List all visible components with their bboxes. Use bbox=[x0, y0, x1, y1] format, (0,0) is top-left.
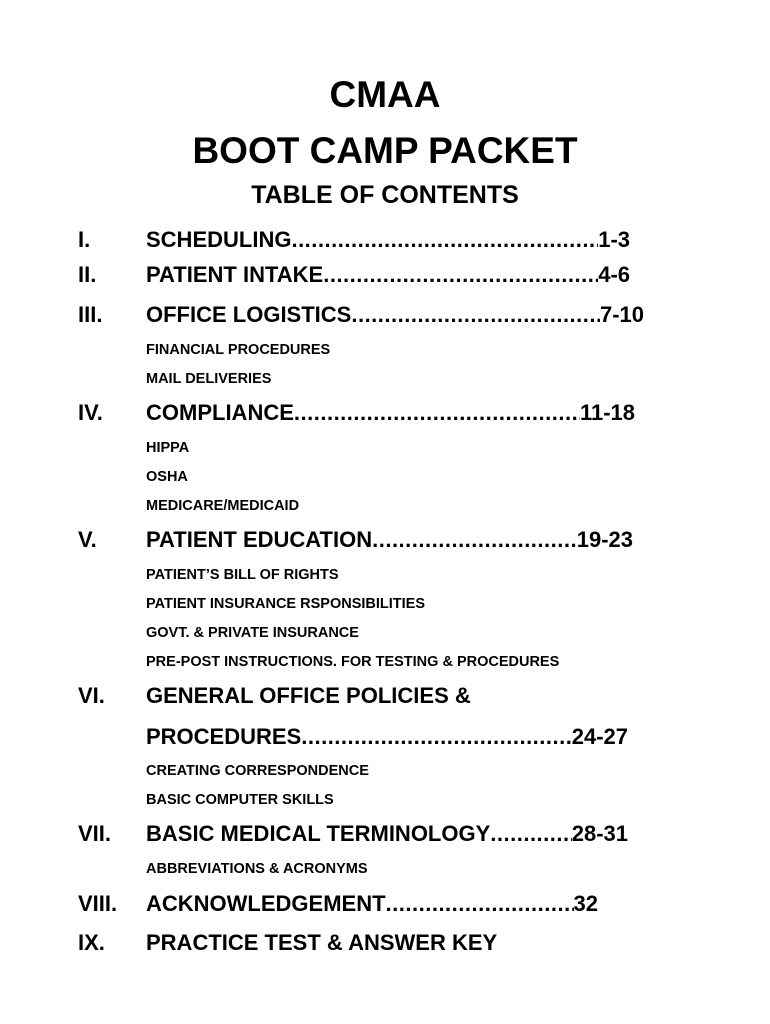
toc-entry-number: VII. bbox=[78, 821, 112, 846]
toc-subitem: FINANCIAL PROCEDURES bbox=[146, 342, 331, 358]
toc-entry bbox=[146, 400, 635, 426]
toc-entry-title: PATIENT INTAKE bbox=[146, 262, 324, 287]
toc-entry-number: IX. bbox=[78, 930, 105, 955]
toc-entry-number: VIII. bbox=[78, 891, 118, 916]
toc-subitem: PRE-POST INSTRUCTIONS. FOR TESTING & PROCEDURES bbox=[146, 654, 560, 670]
toc-entry-title: PRACTICE TEST & ANSWER KEY bbox=[146, 930, 498, 955]
toc-subitem: PATIENT’S BILL OF RIGHTS bbox=[146, 567, 339, 583]
toc-entry-title: COMPLIANCE bbox=[146, 400, 294, 425]
toc-entry bbox=[146, 262, 630, 288]
toc-entry bbox=[146, 527, 633, 553]
toc-entry-title: ACKNOWLEDGEMENT bbox=[146, 891, 386, 916]
toc-subitem: ABBREVIATIONS & ACRONYMS bbox=[146, 861, 368, 877]
toc-entry-pages: 32 bbox=[573, 891, 598, 916]
toc-entry-title-line: GENERAL OFFICE POLICIES & bbox=[146, 683, 471, 708]
toc-entry-pages: 11-18 bbox=[579, 400, 635, 425]
toc-leader-dots bbox=[294, 400, 580, 426]
toc-entry bbox=[146, 821, 628, 847]
toc-entry-pages: 7-10 bbox=[599, 302, 644, 327]
toc-entry-title: SCHEDULING bbox=[146, 227, 292, 252]
toc-leader-dots bbox=[386, 891, 574, 917]
toc-subitem: HIPPA bbox=[146, 440, 190, 456]
toc-entry-title: OFFICE LOGISTICS bbox=[146, 302, 352, 327]
toc-entry-title: PATIENT EDUCATION bbox=[146, 527, 373, 552]
toc-entry-pages: 19-23 bbox=[576, 527, 633, 552]
toc-subitem: PATIENT INSURANCE RSPONSIBILITIES bbox=[146, 596, 426, 612]
document-subtitle: BOOT CAMP PACKET bbox=[192, 130, 578, 171]
toc-entry-title: PROCEDURES bbox=[146, 724, 302, 749]
toc-entry-pages: 24-27 bbox=[571, 724, 628, 749]
toc-leader-dots bbox=[351, 302, 600, 328]
toc-entry bbox=[146, 227, 630, 253]
toc-subitem: MEDICARE/MEDICAID bbox=[146, 498, 300, 514]
toc-leader-dots bbox=[301, 724, 571, 750]
toc-entry-pages: 4-6 bbox=[598, 262, 630, 287]
toc-entry bbox=[146, 891, 598, 917]
toc-subitem: BASIC COMPUTER SKILLS bbox=[146, 792, 334, 808]
toc-entry-number: V. bbox=[78, 527, 97, 552]
toc-entry-number: IV. bbox=[78, 400, 103, 425]
toc-leader-dots bbox=[323, 262, 598, 288]
toc-subitem: OSHA bbox=[146, 469, 188, 485]
toc-subitem: CREATING CORRESPONDENCE bbox=[146, 763, 369, 779]
toc-heading: TABLE OF CONTENTS bbox=[251, 181, 519, 209]
toc-entry bbox=[146, 724, 628, 750]
toc-entry-pages: 28-31 bbox=[571, 821, 628, 846]
toc-entry-title: BASIC MEDICAL TERMINOLOGY bbox=[146, 821, 491, 846]
toc-leader-dots bbox=[372, 527, 577, 553]
toc-subitem: GOVT. & PRIVATE INSURANCE bbox=[146, 625, 359, 641]
toc-leader-dots bbox=[490, 821, 571, 847]
document-title: CMAA bbox=[329, 74, 441, 115]
toc-entry-number: II. bbox=[78, 262, 97, 287]
toc-subitem: MAIL DELIVERIES bbox=[146, 371, 272, 387]
toc-entry-number: I. bbox=[78, 227, 91, 252]
toc-leader-dots bbox=[291, 227, 598, 253]
toc-entry-pages: 1-3 bbox=[598, 227, 630, 252]
toc-entry-number: VI. bbox=[78, 683, 105, 708]
toc-entry bbox=[146, 302, 644, 328]
toc-entry-number: III. bbox=[78, 302, 103, 327]
